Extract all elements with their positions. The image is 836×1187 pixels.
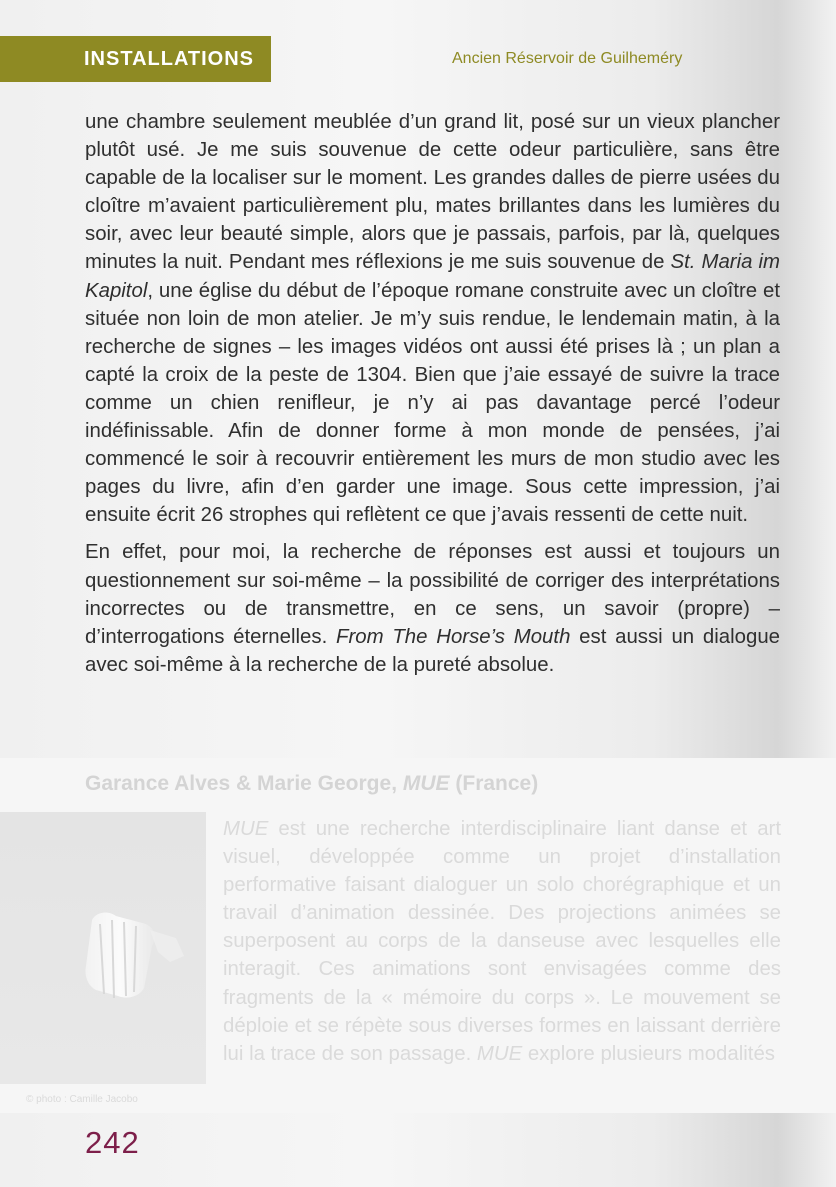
paragraph-2-part-a: En effet, pour moi, la recherche de réponses est aussi et toujours un questionnement sur soi-même – la possibilité de corriger des interprétations incorrectes ou de transmettre, en ce sens, un savoir (propre) – d’interrogations éternelles. (85, 541, 780, 648)
paragraph-1-part-a: une chambre seulement meublée d’un grand lit, posé sur un vieux plancher plutôt usé. Je me suis souvenue de cette odeur particulière, sans être capable de la localiser sur le moment. Les grandes dalles de pierre usées du cloître m’avaient particulièrement plu, mates brillantes dans les lumières du soir, avec leur beauté simple, alors que je passais, parfois, par là, quelques minutes la nuit. Pendant mes réflexions je me suis souvenue de (85, 111, 780, 274)
next-section-title-italic: MUE (402, 772, 450, 795)
paragraph-2-part-b: est aussi un dialogue avec soi-même à la recherche de la pureté absolue. (85, 625, 781, 676)
next-section-text-italic-2: MUE (476, 1042, 523, 1065)
photo-credit: © photo : Camille Jacobo (26, 1094, 138, 1105)
next-section-text (223, 815, 781, 1068)
dance-photo (0, 812, 206, 1084)
next-section-text-italic-1: MUE (223, 818, 269, 840)
paragraph-2 (85, 538, 780, 678)
paragraph-1-italic: St. Maria im Kapitol (85, 251, 780, 302)
section-tab-label: INSTALLATIONS (84, 47, 255, 70)
section-tab (0, 36, 271, 82)
next-section-title (85, 772, 785, 796)
next-section-title-part-b: (France) (449, 772, 539, 795)
venue-header: Ancien Réservoir de Guilheméry (452, 50, 683, 67)
next-section-text-part-a: est une recherche interdisciplinaire liant danse et art visuel, développée comme un projet d’installation performative faisant dialoguer un solo chorégraphique et un travail d’animation dessinée. Des projections animées se superposent au corps de la danseuse avec lesquelles elle interagit. Ces animations sont envisagées comme des fragments de la « mémoire du corps ». Le mouvement se déploie et se répète sous diverses formes en laissant derrière lui la trace de son passage. (223, 818, 781, 1065)
dancer-figure-icon (0, 812, 206, 1084)
article-body (85, 108, 780, 679)
paragraph-1 (85, 108, 780, 529)
paragraph-2-italic: From The Horse’s Mouth (336, 625, 571, 648)
page-number: 242 (85, 1125, 140, 1160)
next-section-title-part-a: Garance Alves & Marie George, (85, 772, 403, 795)
next-section-text-part-b: explore plusieurs modalités (522, 1042, 775, 1065)
paragraph-1-part-b: , une église du début de l’époque romane construite avec un cloître et située non loin de mon atelier. Je m’y suis rendue, le lendemain matin, à la recherche de signes – les images vidéos ont aussi été prises là ; un plan a capté la croix de la peste de 1304. Bien que j’aie essayé de suivre la trace comme un chien renifleur, je n’y ai pas davantage percé l’odeur indéfinissable. Afin de donner forme à mon monde de pensées, j’ai commencé le soir à recouvrir entièrement les murs de mon studio avec les pages du livre, afin d’en garder une image. Sous cette impression, j’ai ensuite écrit 26 strophes qui reflètent ce que j’avais ressenti de cette nuit. (85, 279, 780, 527)
